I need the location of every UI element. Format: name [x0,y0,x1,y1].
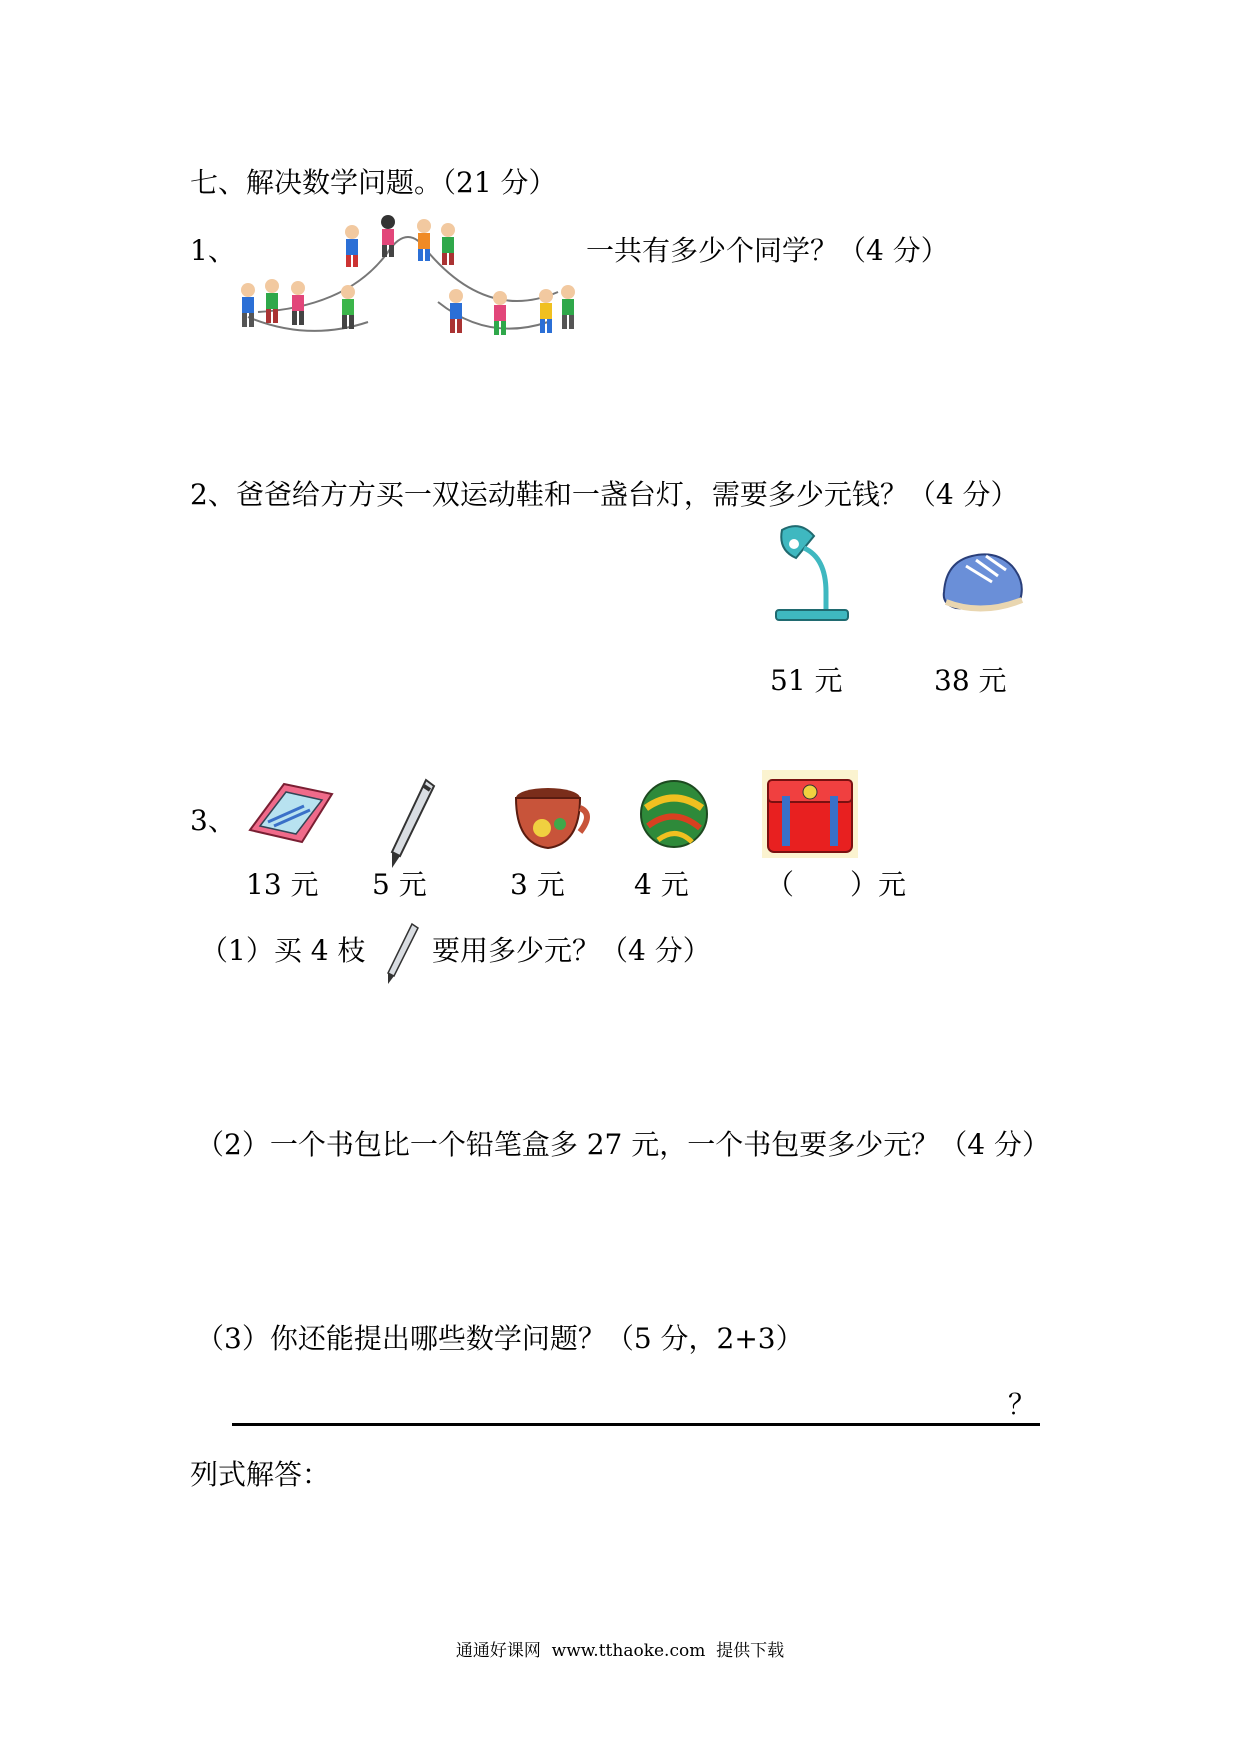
pen-icon [386,776,438,872]
sneaker-icon [936,542,1028,620]
desk-lamp-icon [770,522,852,626]
q2-question: 2、爸爸给方方买一双运动鞋和一盏台灯，需要多少元钱？（4 分） [190,478,1019,511]
blank-question-mark: ？ [1008,1388,1037,1421]
ball-price: 4 元 [634,868,689,901]
cup-icon [508,784,594,854]
schoolbag-icon [762,770,858,858]
ball-icon [638,778,710,850]
lamp-price: 51 元 [770,664,843,697]
pencil-case-icon [244,776,336,848]
cup-price: 3 元 [510,868,565,901]
q3-number: 3、 [190,804,236,837]
footer-credit: 通通好课网 www.tthaoke.com 提供下载 [455,1641,785,1661]
section-title: 七、解决数学问题。（21 分） [190,166,557,199]
shoe-price: 38 元 [934,664,1007,697]
q1-question: 一共有多少个同学？（4 分） [586,234,949,267]
schoolbag-price: （ ）元 [766,868,907,901]
pencil-case-price: 13 元 [246,868,319,901]
q1-number: 1、 [190,234,236,267]
answer-blank-line [232,1423,1040,1426]
q3-sub1-after: 要用多少元？（4 分） [432,934,711,967]
q3-sub3: （3）你还能提出哪些数学问题？（5 分，2+3） [196,1322,804,1355]
pen-price: 5 元 [372,868,427,901]
jump-rope-children-illustration [228,212,586,344]
pen-small-icon [384,922,420,988]
answer-label: 列式解答： [190,1458,331,1491]
q3-sub2: （2）一个书包比一个铅笔盒多 27 元，一个书包要多少元？（4 分） [196,1128,1050,1161]
q3-sub1-before: （1）买 4 枝 [200,934,366,967]
